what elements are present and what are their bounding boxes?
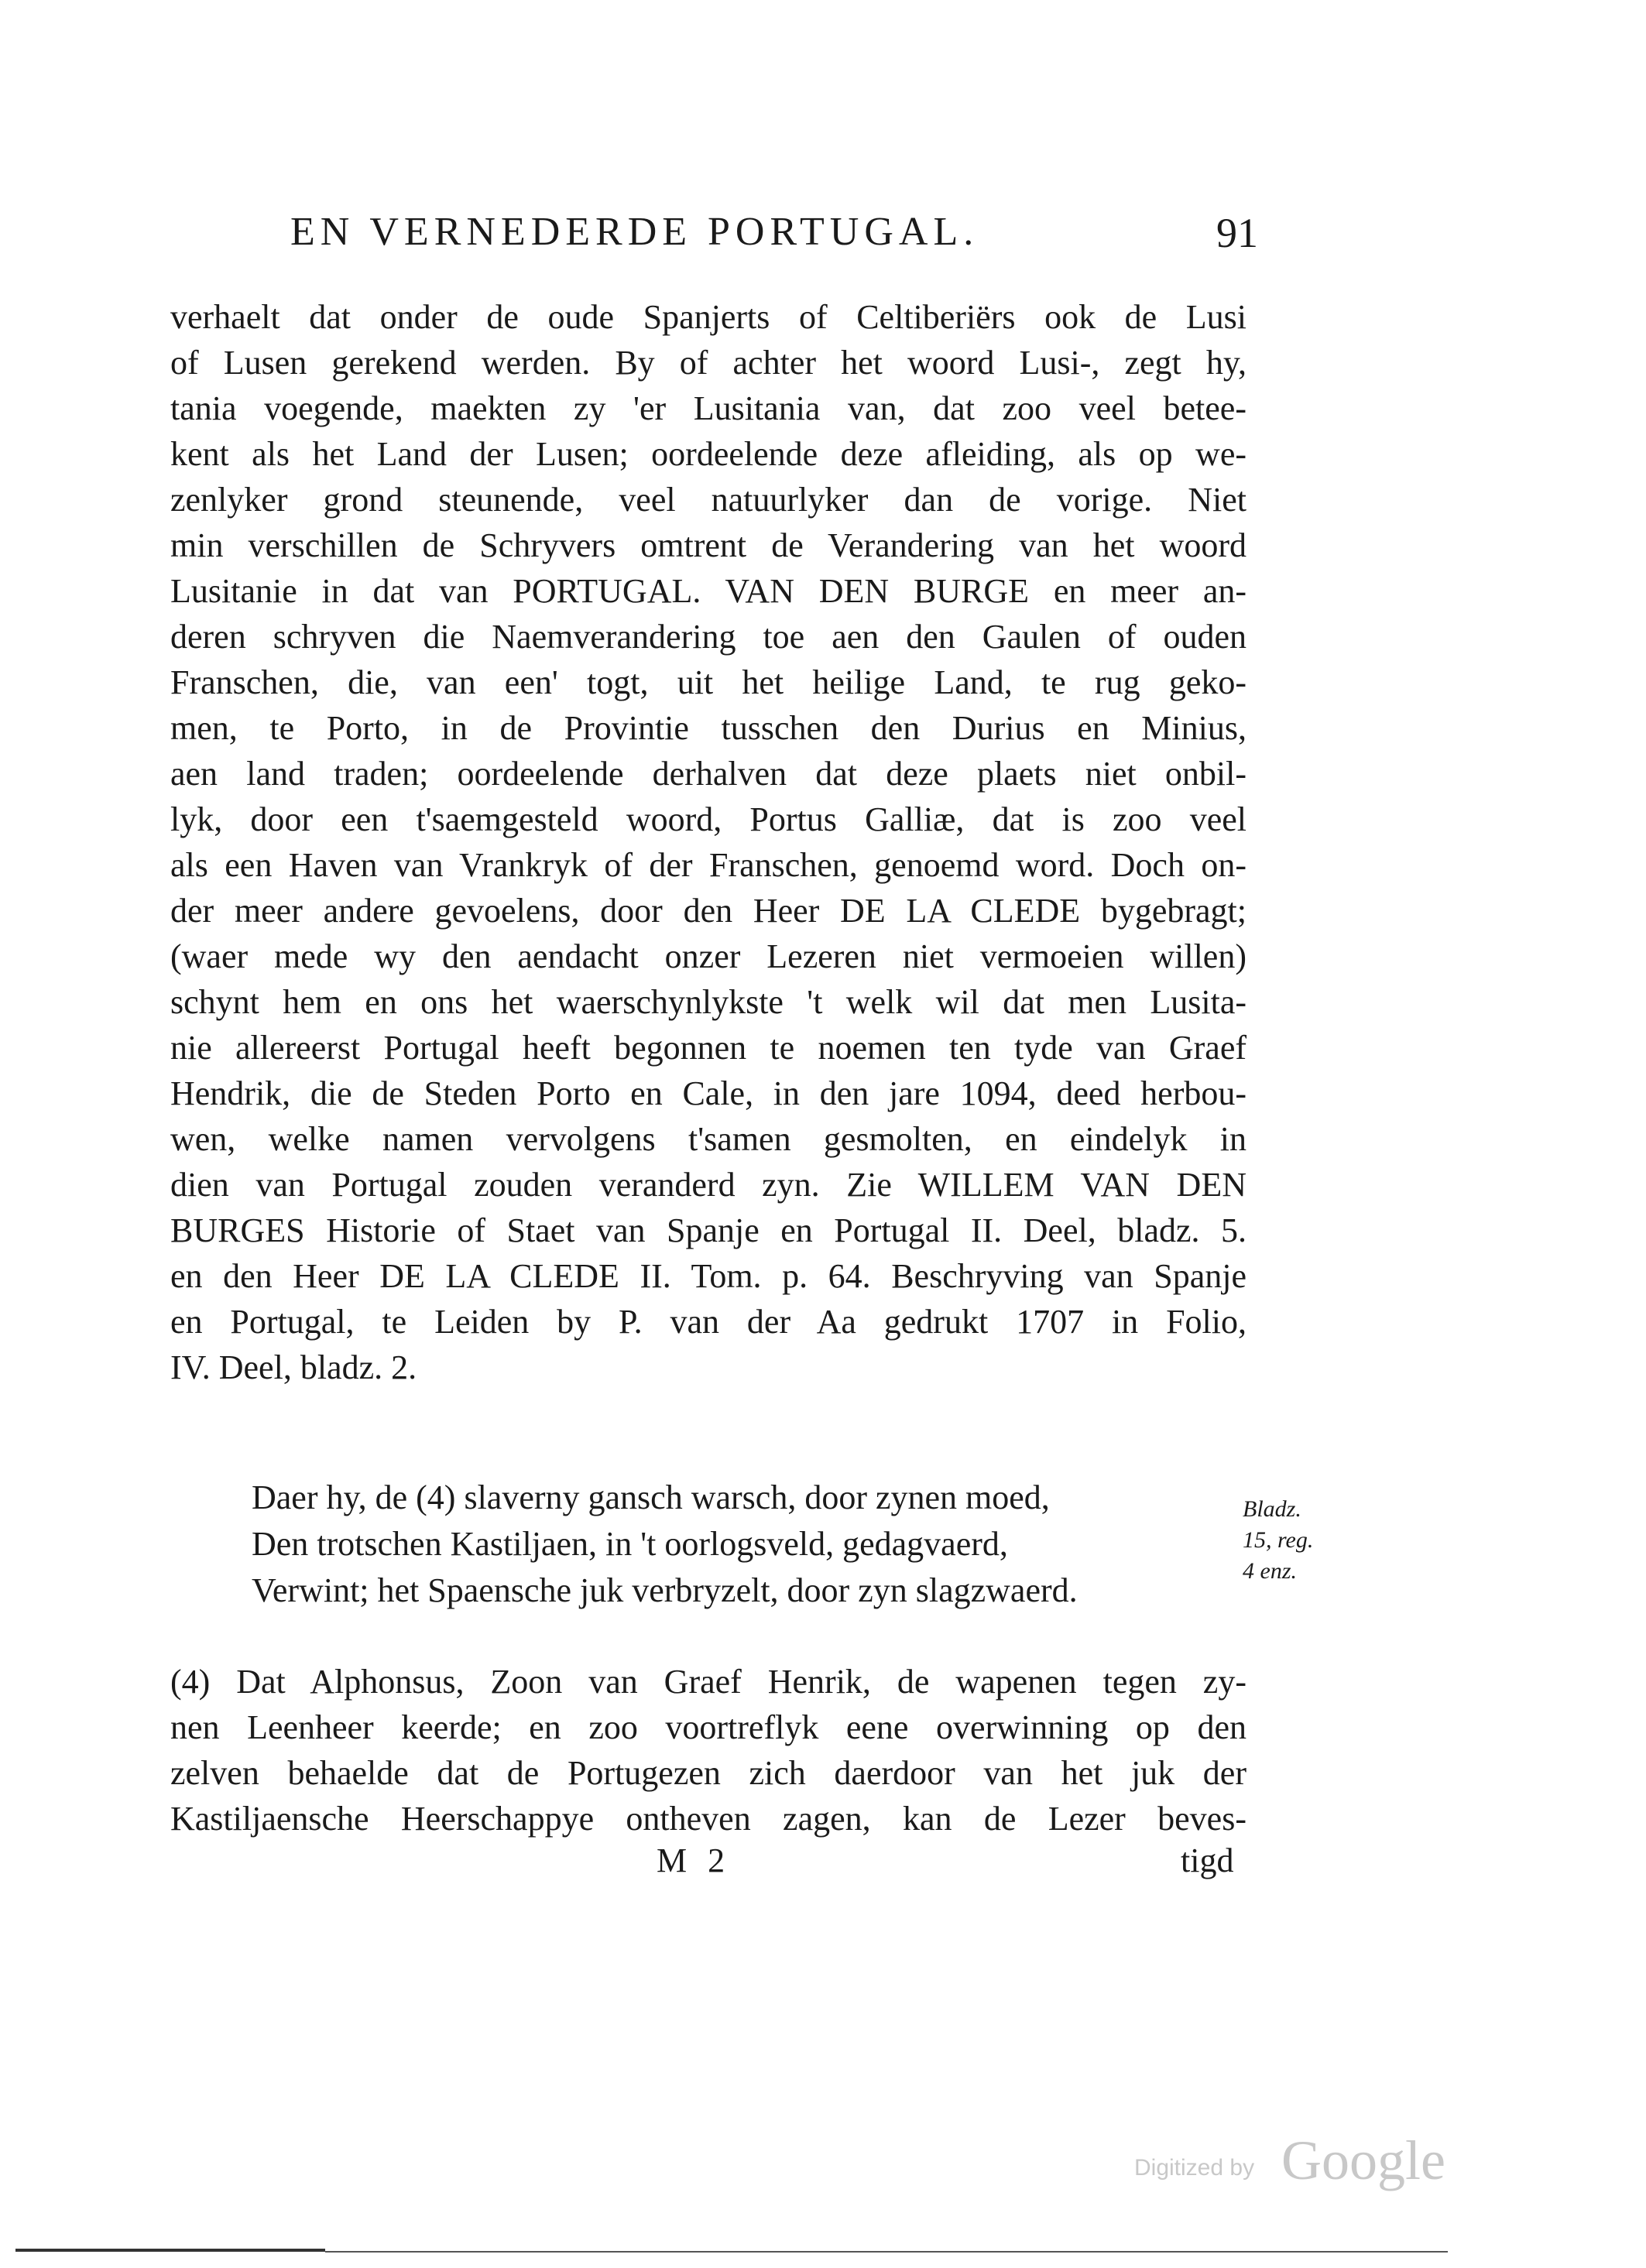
footnote-line: (4) Dat Alphonsus, Zoon van Graef Henrik, de wapenen tegen zy-: [170, 1663, 1247, 1701]
running-title: EN VERNEDERDE PORTUGAL.: [290, 210, 979, 254]
footnote-line: nen Leenheer keerde; en zoo voortreflyk eene overwinning op den: [170, 1708, 1247, 1746]
body-line: tania voegende, maekten zy 'er Lusitania van, dat zoo veel betee-: [170, 389, 1247, 427]
verse-quotation: [252, 1475, 1243, 1614]
body-text: [170, 294, 1247, 1390]
body-line: zenlyker grond steunende, veel natuurlyker dan de vorige. Niet: [170, 481, 1247, 519]
margin-reference: [1243, 1494, 1351, 1587]
body-line: aen land traden; oordeelende derhalven dat deze plaets niet onbil-: [170, 755, 1247, 793]
margin-reference-line: Bladz.: [1243, 1496, 1301, 1522]
body-line: der meer andere gevoelens, door den Heer DE LA CLEDE bygebragt;: [170, 892, 1247, 930]
margin-reference-line: 4 enz.: [1243, 1558, 1297, 1584]
body-line: nie allereerst Portugal heeft begonnen te noemen ten tyde van Graef: [170, 1029, 1247, 1067]
body-line: (waer mede wy den aendacht onzer Lezeren niet vermoeien willen): [170, 937, 1247, 975]
page-edge-line: [325, 2251, 1448, 2253]
verse-line: Daer hy, de (4) slaverny gansch warsch, door zynen moed,: [252, 1478, 1050, 1516]
body-line: Franschen, die, van een' togt, uit het heilige Land, te rug geko-: [170, 663, 1247, 701]
body-line: wen, welke namen vervolgens t'samen gesmolten, en eindelyk in: [170, 1120, 1247, 1158]
catchword: tigd: [1181, 1841, 1234, 1879]
margin-reference-line: 15, reg.: [1243, 1527, 1314, 1553]
body-line: men, te Porto, in de Provintie tusschen den Durius en Minius,: [170, 709, 1247, 747]
body-line: als een Haven van Vrankryk of der Franschen, genoemd word. Doch on-: [170, 846, 1247, 884]
body-line: kent als het Land der Lusen; oordeelende deze afleiding, als op we-: [170, 435, 1247, 473]
verse-line: Verwint; het Spaensche juk verbryzelt, door zyn slagzwaerd.: [252, 1571, 1078, 1609]
body-line: IV. Deel, bladz. 2.: [170, 1348, 417, 1386]
google-logo: Google: [1281, 2129, 1445, 2191]
body-line: Hendrik, die de Steden Porto en Cale, in den jare 1094, deed herbou-: [170, 1074, 1247, 1112]
body-line: lyk, door een t'saemgesteld woord, Portus Galliæ, dat is zoo veel: [170, 800, 1247, 838]
page-header: [290, 209, 1258, 263]
body-line: Lusitanie in dat van PORTUGAL. VAN DEN BURGE en meer an-: [170, 572, 1247, 610]
body-line: schynt hem en ons het waerschynlykste 't welk wil dat men Lusita-: [170, 983, 1247, 1021]
body-line: dien van Portugal zouden veranderd zyn. Zie WILLEM VAN DEN: [170, 1166, 1247, 1204]
footnote-line: Kastiljaensche Heerschappye ontheven zagen, kan de Lezer beves-: [170, 1800, 1247, 1838]
body-line: en Portugal, te Leiden by P. van der Aa gedrukt 1707 in Folio,: [170, 1303, 1247, 1341]
verse-line: Den trotschen Kastiljaen, in 't oorlogsveld, gedagvaerd,: [252, 1525, 1008, 1563]
body-line: deren schryven die Naemverandering toe aen den Gaulen of ouden: [170, 618, 1247, 656]
page-edge-line: [15, 2249, 325, 2252]
body-line: en den Heer DE LA CLEDE II. Tom. p. 64. Beschryving van Spanje: [170, 1257, 1247, 1295]
body-line: of Lusen gerekend werden. By of achter het woord Lusi-, zegt hy,: [170, 344, 1247, 382]
body-line: min verschillen de Schryvers omtrent de Verandering van het woord: [170, 526, 1247, 564]
body-line: verhaelt dat onder de oude Spanjerts of Celtiberiërs ook de Lusi: [170, 298, 1247, 336]
page-number: 91: [1216, 210, 1258, 256]
footnote-line: zelven behaelde dat de Portugezen zich daerdoor van het juk der: [170, 1754, 1247, 1792]
footnote: [170, 1659, 1247, 1841]
watermark-prefix: Digitized by: [1134, 2155, 1255, 2181]
signature-mark: M 2: [657, 1841, 732, 1879]
body-line: BURGES Historie of Staet van Spanje en Portugal II. Deel, bladz. 5.: [170, 1211, 1247, 1249]
digitized-watermark: [1134, 2129, 1490, 2191]
